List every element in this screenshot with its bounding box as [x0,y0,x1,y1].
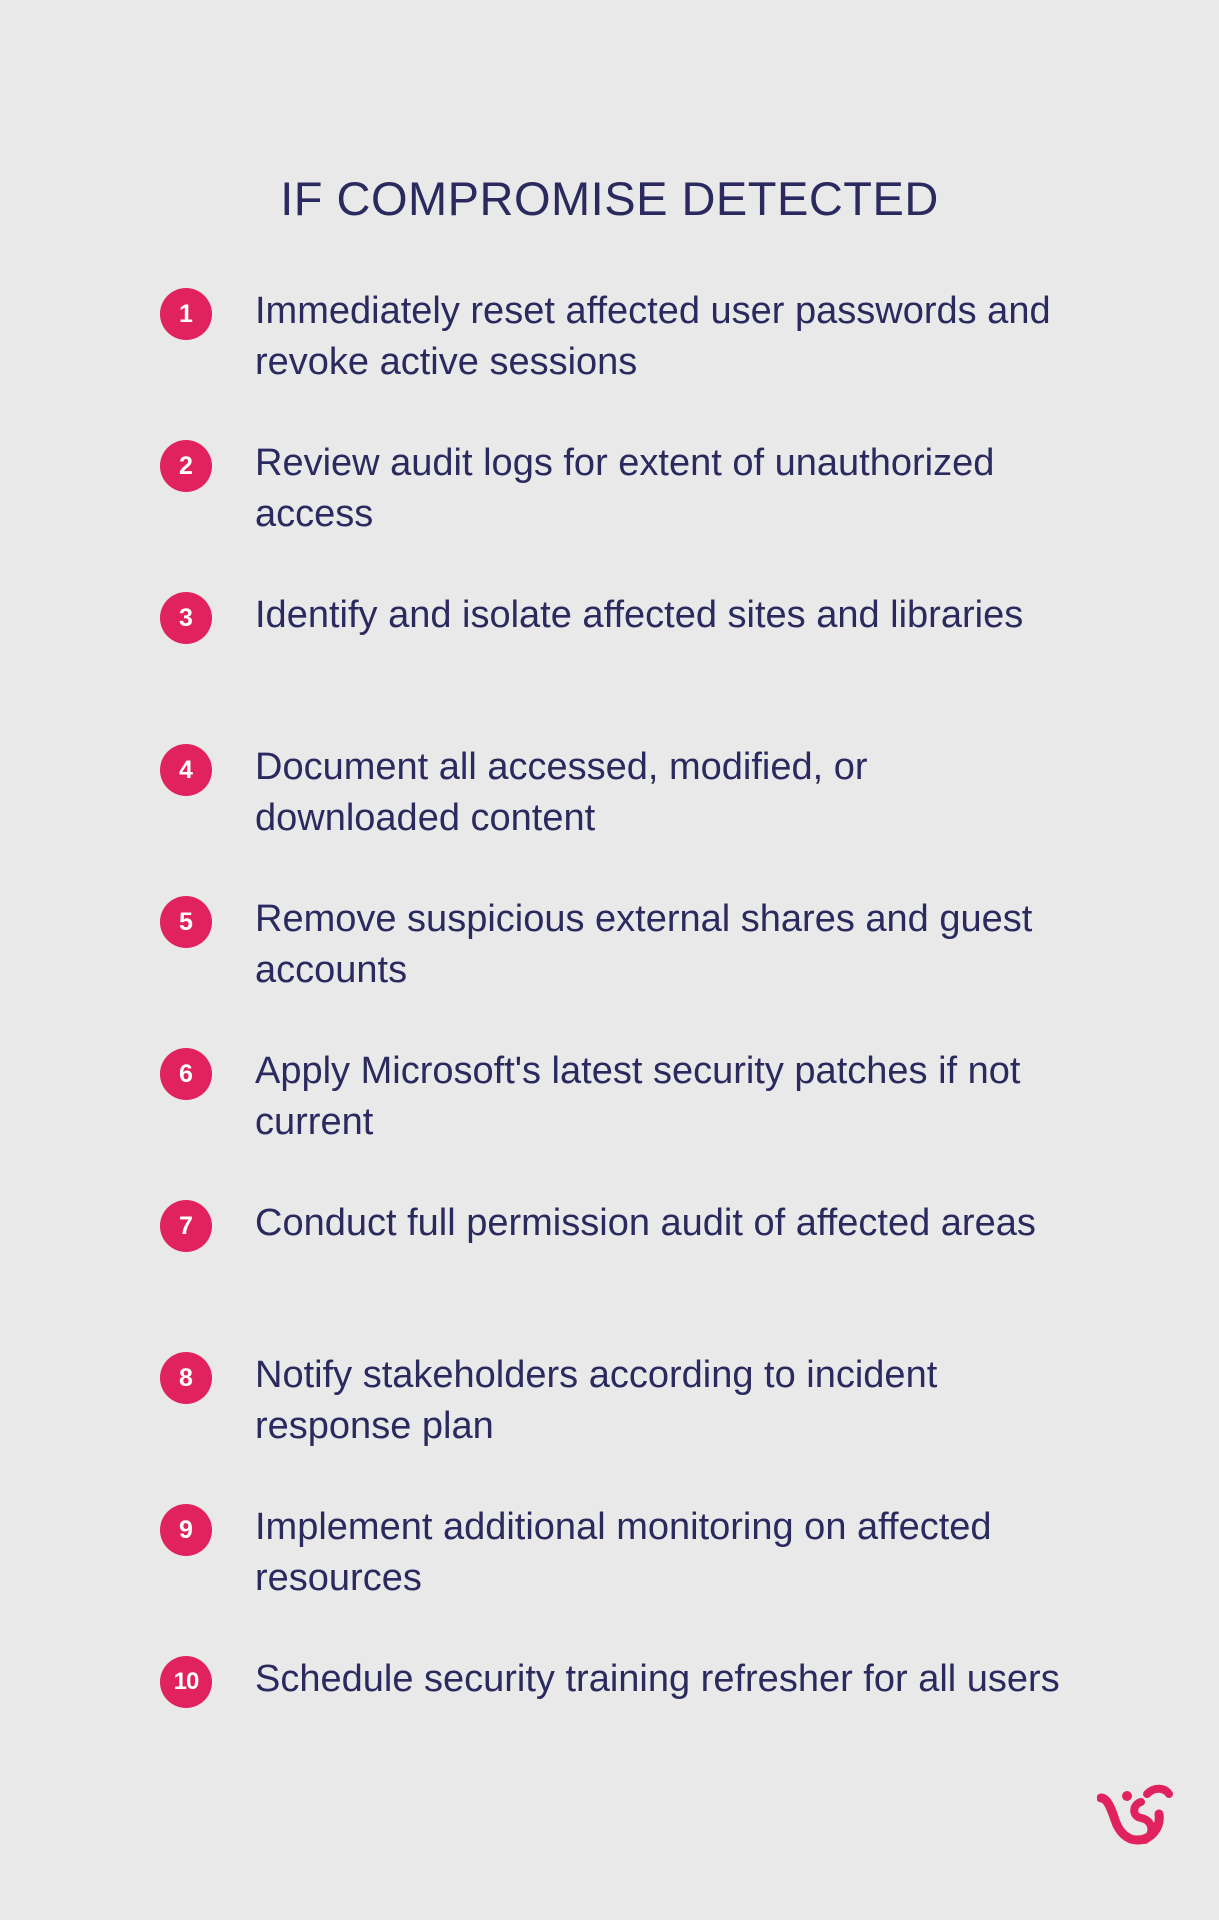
step-text: Conduct full permission audit of affected areas [255,1202,1036,1244]
step-text: Apply Microsoft's latest security patches if not current [255,1050,1021,1143]
step-text: Review audit logs for extent of unauthorized access [255,442,995,535]
list-item [160,1502,1060,1654]
list-item [160,1654,1060,1806]
step-number-badge: 3 [160,592,212,644]
step-text: Implement additional monitoring on affected resources [255,1506,992,1599]
page-title: IF COMPROMISE DETECTED [280,172,939,226]
step-number-badge: 2 [160,440,212,492]
steps-list [160,286,1060,1806]
step-number-badge: 8 [160,1352,212,1404]
step-number-badge: 9 [160,1504,212,1556]
step-text: Schedule security training refresher for all users [255,1658,1060,1700]
list-item [160,590,1060,742]
step-text: Immediately reset affected user passwords and revoke active sessions [255,290,1051,383]
step-number-badge: 7 [160,1200,212,1252]
brand-logo-icon [1097,1782,1173,1852]
step-text: Notify stakeholders according to incident response plan [255,1354,938,1447]
list-item [160,1198,1060,1350]
step-number-badge: 6 [160,1048,212,1100]
step-number-badge: 10 [160,1656,212,1708]
list-item [160,286,1060,438]
step-text: Remove suspicious external shares and guest accounts [255,898,1033,991]
step-text: Document all accessed, modified, or downloaded content [255,746,868,839]
step-text: Identify and isolate affected sites and libraries [255,594,1024,636]
list-item [160,438,1060,590]
list-item [160,1350,1060,1502]
step-number-badge: 5 [160,896,212,948]
list-item [160,894,1060,1046]
list-item [160,742,1060,894]
step-number-badge: 1 [160,288,212,340]
list-item [160,1046,1060,1198]
step-number-badge: 4 [160,744,212,796]
